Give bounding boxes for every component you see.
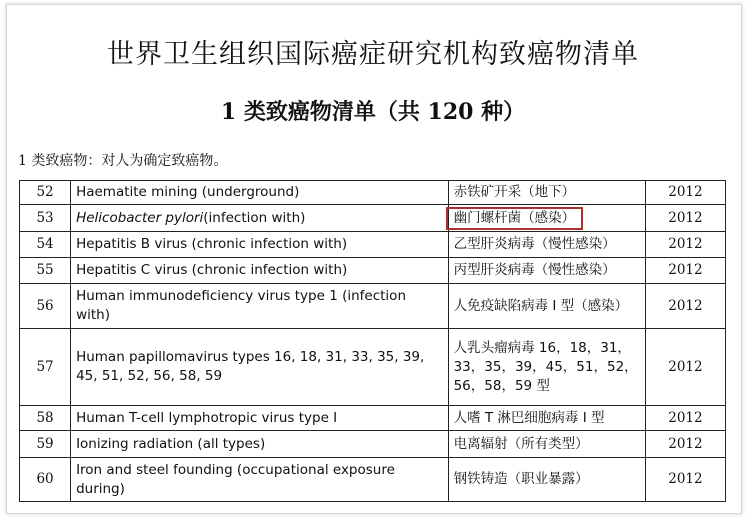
year-cell: 2012: [645, 458, 725, 502]
table-row: [20, 181, 726, 205]
year-cell: 2012: [645, 329, 725, 406]
table-row: [20, 205, 726, 232]
row-number: 57: [20, 329, 71, 406]
year-cell: 2012: [645, 258, 725, 284]
table-row: [20, 406, 726, 431]
carcinogen-table: [19, 180, 726, 502]
year-cell: 2012: [645, 431, 725, 458]
year-cell: 2012: [645, 232, 725, 258]
agent-english: Iron and steel founding (occupational exposure during): [71, 458, 449, 502]
table-row: [20, 284, 726, 329]
agent-chinese: [448, 205, 645, 232]
agent-english: Ionizing radiation (all types): [71, 431, 449, 458]
row-number: 52: [20, 181, 71, 205]
agent-chinese: 丙型肝炎病毒（慢性感染）: [448, 258, 645, 284]
agent-english-italic: Helicobacter pylori: [76, 209, 204, 226]
highlight-box: 幽门螺杆菌（感染）: [446, 207, 584, 230]
agent-chinese: 人嗜 T 淋巴细胞病毒 I 型: [448, 406, 645, 431]
row-number: 53: [20, 205, 71, 232]
row-number: 55: [20, 258, 71, 284]
row-number: 54: [20, 232, 71, 258]
year-cell: 2012: [645, 284, 725, 329]
agent-chinese: 乙型肝炎病毒（慢性感染）: [448, 232, 645, 258]
agent-english: Hepatitis B virus (chronic infection with): [71, 232, 449, 258]
row-number: 60: [20, 458, 71, 502]
agent-chinese: 人免疫缺陷病毒 I 型（感染）: [448, 284, 645, 329]
agent-chinese: 人乳头瘤病毒 16，18，31，33，35，39，45，51，52，56，58，59 型: [448, 329, 645, 406]
table-row: [20, 329, 726, 406]
agent-english: Human T-cell lymphotropic virus type I: [71, 406, 449, 431]
table-row: [20, 458, 726, 502]
agent-english: Human immunodeficiency virus type 1 (infection with): [71, 284, 449, 329]
table-row: [20, 431, 726, 458]
agent-english-suffix: (infection with): [203, 209, 306, 226]
year-cell: 2012: [645, 406, 725, 431]
table-row: [20, 258, 726, 284]
intro-text: 1 类致癌物：对人为确定致癌物。: [18, 153, 228, 169]
row-number: 59: [20, 431, 71, 458]
agent-english: Hepatitis C virus (chronic infection with): [71, 258, 449, 284]
page-title: 世界卫生组织国际癌症研究机构致癌物清单: [107, 39, 639, 70]
agent-english: [71, 205, 449, 232]
year-cell: 2012: [645, 181, 725, 205]
row-number: 58: [20, 406, 71, 431]
table-row: [20, 232, 726, 258]
agent-chinese: 赤铁矿开采（地下）: [448, 181, 645, 205]
agent-english: Haematite mining (underground): [71, 181, 449, 205]
agent-chinese: 钢铁铸造（职业暴露）: [448, 458, 645, 502]
agent-english: Human papillomavirus types 16, 18, 31, 33, 35, 39, 45, 51, 52, 56, 58, 59: [71, 329, 449, 406]
agent-chinese: 电离辐射（所有类型）: [448, 431, 645, 458]
year-cell: 2012: [645, 205, 725, 232]
page-subtitle: 1 类致癌物清单（共 120 种）: [220, 99, 526, 125]
row-number: 56: [20, 284, 71, 329]
